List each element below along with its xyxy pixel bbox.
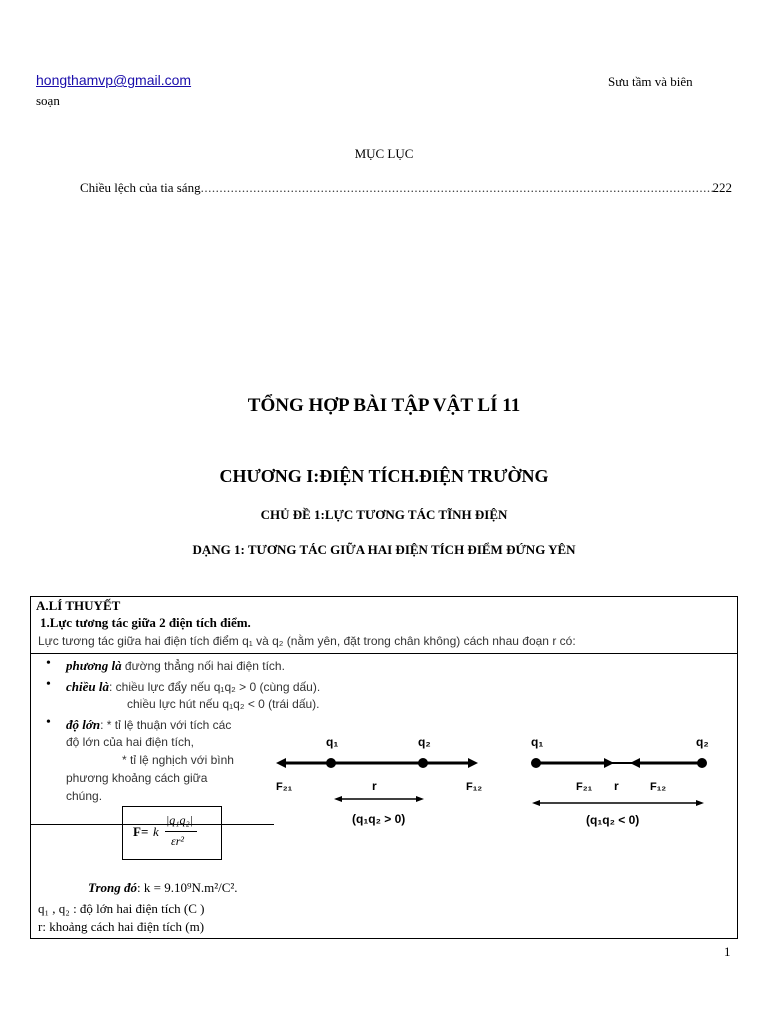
coulomb-formula-box [122,806,222,860]
intro-text: Lực tương tác giữa hai điện tích điểm q₁ và q₂ (nằm yên, đặt trong chân không) cách nhau đoạn r có: [38,634,576,648]
magnitude-text-3: * tỉ lệ nghịch với bình [122,753,234,767]
topic-heading: CHỦ ĐỀ 1:LỰC TƯƠNG TÁC TĨNH ĐIỆN [260,507,508,522]
force-f21-arrowhead [276,758,286,768]
q1-label: q₁ [326,735,339,749]
charge-q2 [697,758,707,768]
formula-fraction-bar [165,831,197,832]
toc-entry-page: 222 [712,180,732,195]
document-title: TỔNG HỢP BÀI TẬP VẬT LÍ 11 [247,395,521,416]
f12-label: F₁₂ [466,781,483,793]
q1-label: q₁ [531,735,544,749]
magnitude-text-5: chúng. [66,789,103,803]
sense-text-repel: : chiều lực đẩy nếu q₁q₂ > 0 (cùng dấu). [108,680,321,694]
f12-label: F₁₂ [650,781,667,793]
distance-arrowhead-right [696,800,704,806]
direction-line [66,658,285,674]
force-f21-arrowhead [604,758,614,768]
sense-label: chiều là [66,679,109,694]
formula-numerator: |q₁q₂| [166,813,193,827]
distance-arrowhead-left [334,796,342,802]
repulsion-diagram [272,728,500,838]
sense-line [66,679,320,695]
form-heading: DẠNG 1: TƯƠNG TÁC GIỮA HAI ĐIỆN TÍCH ĐIỂM ĐỨNG YÊN [192,542,576,557]
page-number: 1 [724,944,731,959]
f21-label: F₂₁ [576,781,593,793]
toc-entry-label: Chiều lệch của tia sáng [80,180,201,195]
magnitude-label: độ lớn [66,717,101,732]
subsection-title: 1.Lực tương tác giữa 2 điện tích điểm. [40,615,251,630]
repulsion-caption: (q₁q₂ > 0) [352,812,406,826]
author-email-link[interactable]: hongthamvp@gmail.com [36,72,192,88]
section-title: A.LÍ THUYẾT [36,598,121,613]
force-f12-arrowhead [468,758,478,768]
magnitude-line [66,717,231,733]
chapter-heading: CHƯƠNG I:ĐIỆN TÍCH.ĐIỆN TRƯỜNG [219,466,549,486]
toc-dot-leader [201,180,713,196]
where-label: Trong đó [88,880,137,895]
magnitude-text-4: phương khoảng cách giữa [66,771,208,785]
bullet-dot: • [46,677,51,692]
bullet-dot: • [46,656,51,671]
direction-text: đường thẳng nối hai điện tích. [121,659,285,673]
formula-denominator: εr² [171,834,184,848]
toc-entry[interactable] [80,180,732,196]
where-line [88,880,238,896]
charge-q1 [326,758,336,768]
r-label: r [614,779,619,793]
q2-label: q₂ [696,735,709,749]
charge-q1 [531,758,541,768]
charge-q2 [418,758,428,768]
sense-text-attract: chiều lực hút nếu q₁q₂ < 0 (trái dấu). [127,697,320,711]
credit-text-continuation: soạn [36,93,60,108]
magnitude-text-2: độ lớn của hai điện tích, [66,735,194,749]
f21-label: F₂₁ [276,781,293,793]
credit-text: Sưu tầm và biên [608,74,693,89]
magnitude-text-1: : * tỉ lệ thuận với tích các [100,718,232,732]
charge-description: q₁ , q₂ : độ lớn hai điện tích (C ) [38,901,205,916]
attraction-caption: (q₁q₂ < 0) [586,813,640,827]
bullet-dot: • [46,715,51,730]
r-label: r [372,779,377,793]
q2-label: q₂ [418,735,431,749]
formula-lhs: F= [133,824,149,839]
toc-title: MỤC LỤC [354,146,414,161]
force-f12-arrowhead [630,758,640,768]
attraction-diagram [522,728,722,838]
distance-arrowhead-left [532,800,540,806]
distance-description: r: khoảng cách hai điện tích (m) [38,919,205,934]
direction-label: phương là [66,658,122,673]
formula-constant: k [153,824,159,839]
distance-arrowhead-right [416,796,424,802]
where-text: : k = 9.10⁹N.m²/C². [137,880,238,895]
